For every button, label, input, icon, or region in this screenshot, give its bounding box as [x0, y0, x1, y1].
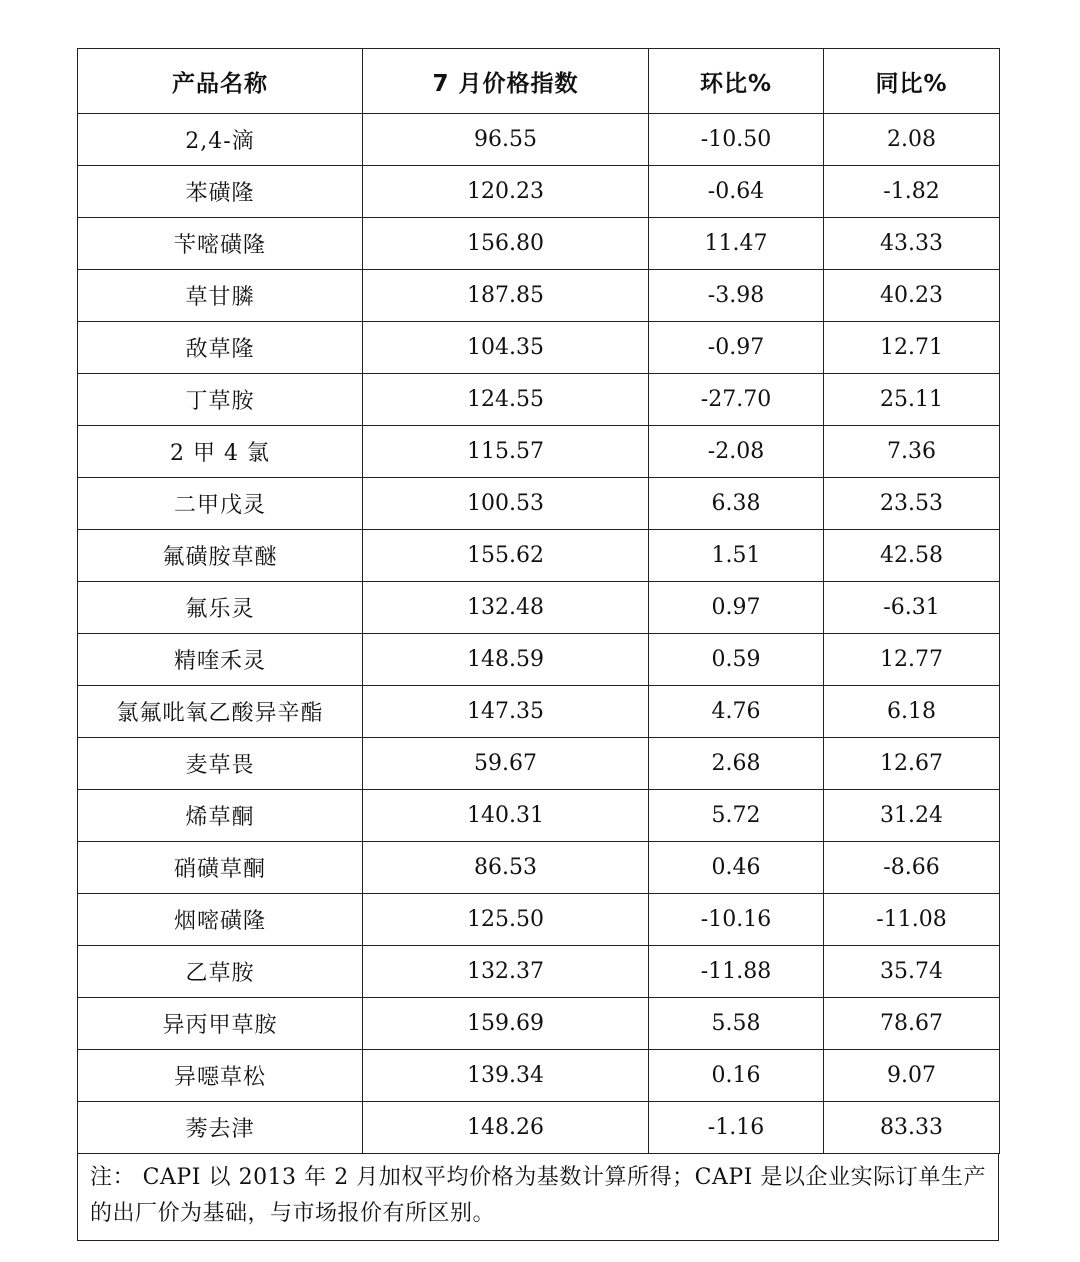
- price-index-cell: 147.35: [363, 686, 649, 738]
- product-name-cell: 乙草胺: [78, 946, 363, 998]
- product-name-cell: 二甲戊灵: [78, 478, 363, 530]
- month-on-month-cell: -0.97: [649, 322, 824, 374]
- header-price-index: 7 月价格指数: [363, 49, 649, 114]
- table-row: [78, 790, 1000, 842]
- price-index-cell: 96.55: [363, 114, 649, 166]
- table-row: [78, 894, 1000, 946]
- table-row: [78, 374, 1000, 426]
- month-on-month-cell: 0.97: [649, 582, 824, 634]
- month-on-month-cell: 0.46: [649, 842, 824, 894]
- month-on-month-cell: -3.98: [649, 270, 824, 322]
- table-footnote: 注： CAPI 以 2013 年 2 月加权平均价格为基数计算所得；CAPI 是以企业实际订单生产的出厂价为基础，与市场报价有所区别。: [77, 1154, 999, 1241]
- table-row: [78, 1050, 1000, 1102]
- header-year-on-year: 同比%: [824, 49, 1000, 114]
- product-name-cell: 苄嘧磺隆: [78, 218, 363, 270]
- month-on-month-cell: 5.58: [649, 998, 824, 1050]
- year-on-year-cell: 6.18: [824, 686, 1000, 738]
- year-on-year-cell: -8.66: [824, 842, 1000, 894]
- product-name-cell: 氟乐灵: [78, 582, 363, 634]
- table-row: [78, 634, 1000, 686]
- month-on-month-cell: -10.16: [649, 894, 824, 946]
- year-on-year-cell: 12.71: [824, 322, 1000, 374]
- table-row: [78, 478, 1000, 530]
- price-index-cell: 132.37: [363, 946, 649, 998]
- month-on-month-cell: -27.70: [649, 374, 824, 426]
- product-name-cell: 敌草隆: [78, 322, 363, 374]
- year-on-year-cell: 83.33: [824, 1102, 1000, 1154]
- price-index-cell: 125.50: [363, 894, 649, 946]
- table-row: [78, 270, 1000, 322]
- year-on-year-cell: 2.08: [824, 114, 1000, 166]
- month-on-month-cell: -2.08: [649, 426, 824, 478]
- price-index-cell: 148.59: [363, 634, 649, 686]
- price-index-cell: 159.69: [363, 998, 649, 1050]
- price-index-cell: 124.55: [363, 374, 649, 426]
- product-name-cell: 精喹禾灵: [78, 634, 363, 686]
- product-name-cell: 2,4-滴: [78, 114, 363, 166]
- product-name-cell: 硝磺草酮: [78, 842, 363, 894]
- year-on-year-cell: 25.11: [824, 374, 1000, 426]
- year-on-year-cell: 23.53: [824, 478, 1000, 530]
- product-name-cell: 氯氟吡氧乙酸异辛酯: [78, 686, 363, 738]
- year-on-year-cell: 12.77: [824, 634, 1000, 686]
- table-row: [78, 1102, 1000, 1154]
- product-name-cell: 丁草胺: [78, 374, 363, 426]
- table-row: [78, 530, 1000, 582]
- price-index-cell: 115.57: [363, 426, 649, 478]
- year-on-year-cell: 42.58: [824, 530, 1000, 582]
- table-row: [78, 166, 1000, 218]
- year-on-year-cell: 43.33: [824, 218, 1000, 270]
- month-on-month-cell: 0.16: [649, 1050, 824, 1102]
- header-month-on-month: 环比%: [649, 49, 824, 114]
- price-index-table: [77, 48, 1000, 1154]
- price-index-cell: 104.35: [363, 322, 649, 374]
- month-on-month-cell: -0.64: [649, 166, 824, 218]
- month-on-month-cell: -1.16: [649, 1102, 824, 1154]
- price-index-cell: 120.23: [363, 166, 649, 218]
- product-name-cell: 莠去津: [78, 1102, 363, 1154]
- price-index-cell: 140.31: [363, 790, 649, 842]
- year-on-year-cell: 12.67: [824, 738, 1000, 790]
- table-row: [78, 114, 1000, 166]
- month-on-month-cell: 6.38: [649, 478, 824, 530]
- table-row: [78, 686, 1000, 738]
- table-row: [78, 218, 1000, 270]
- price-index-cell: 155.62: [363, 530, 649, 582]
- month-on-month-cell: 1.51: [649, 530, 824, 582]
- product-name-cell: 异噁草松: [78, 1050, 363, 1102]
- product-name-cell: 苯磺隆: [78, 166, 363, 218]
- price-index-cell: 132.48: [363, 582, 649, 634]
- product-name-cell: 烟嘧磺隆: [78, 894, 363, 946]
- price-index-table-container: [77, 48, 999, 1241]
- year-on-year-cell: -1.82: [824, 166, 1000, 218]
- table-row: [78, 322, 1000, 374]
- product-name-cell: 烯草酮: [78, 790, 363, 842]
- month-on-month-cell: 0.59: [649, 634, 824, 686]
- price-index-cell: 100.53: [363, 478, 649, 530]
- price-index-cell: 148.26: [363, 1102, 649, 1154]
- price-index-cell: 59.67: [363, 738, 649, 790]
- year-on-year-cell: 78.67: [824, 998, 1000, 1050]
- table-row: [78, 842, 1000, 894]
- product-name-cell: 麦草畏: [78, 738, 363, 790]
- month-on-month-cell: 4.76: [649, 686, 824, 738]
- year-on-year-cell: -6.31: [824, 582, 1000, 634]
- month-on-month-cell: -10.50: [649, 114, 824, 166]
- price-index-cell: 187.85: [363, 270, 649, 322]
- table-row: [78, 738, 1000, 790]
- product-name-cell: 草甘膦: [78, 270, 363, 322]
- header-product-name: 产品名称: [78, 49, 363, 114]
- table-row: [78, 998, 1000, 1050]
- year-on-year-cell: 35.74: [824, 946, 1000, 998]
- table-row: [78, 946, 1000, 998]
- month-on-month-cell: 5.72: [649, 790, 824, 842]
- table-row: [78, 582, 1000, 634]
- year-on-year-cell: 9.07: [824, 1050, 1000, 1102]
- product-name-cell: 异丙甲草胺: [78, 998, 363, 1050]
- month-on-month-cell: -11.88: [649, 946, 824, 998]
- price-index-cell: 86.53: [363, 842, 649, 894]
- table-body: [78, 114, 1000, 1154]
- month-on-month-cell: 2.68: [649, 738, 824, 790]
- year-on-year-cell: 31.24: [824, 790, 1000, 842]
- table-row: [78, 426, 1000, 478]
- year-on-year-cell: 40.23: [824, 270, 1000, 322]
- product-name-cell: 2 甲 4 氯: [78, 426, 363, 478]
- year-on-year-cell: -11.08: [824, 894, 1000, 946]
- table-header-row: [78, 49, 1000, 114]
- product-name-cell: 氟磺胺草醚: [78, 530, 363, 582]
- month-on-month-cell: 11.47: [649, 218, 824, 270]
- year-on-year-cell: 7.36: [824, 426, 1000, 478]
- price-index-cell: 156.80: [363, 218, 649, 270]
- price-index-cell: 139.34: [363, 1050, 649, 1102]
